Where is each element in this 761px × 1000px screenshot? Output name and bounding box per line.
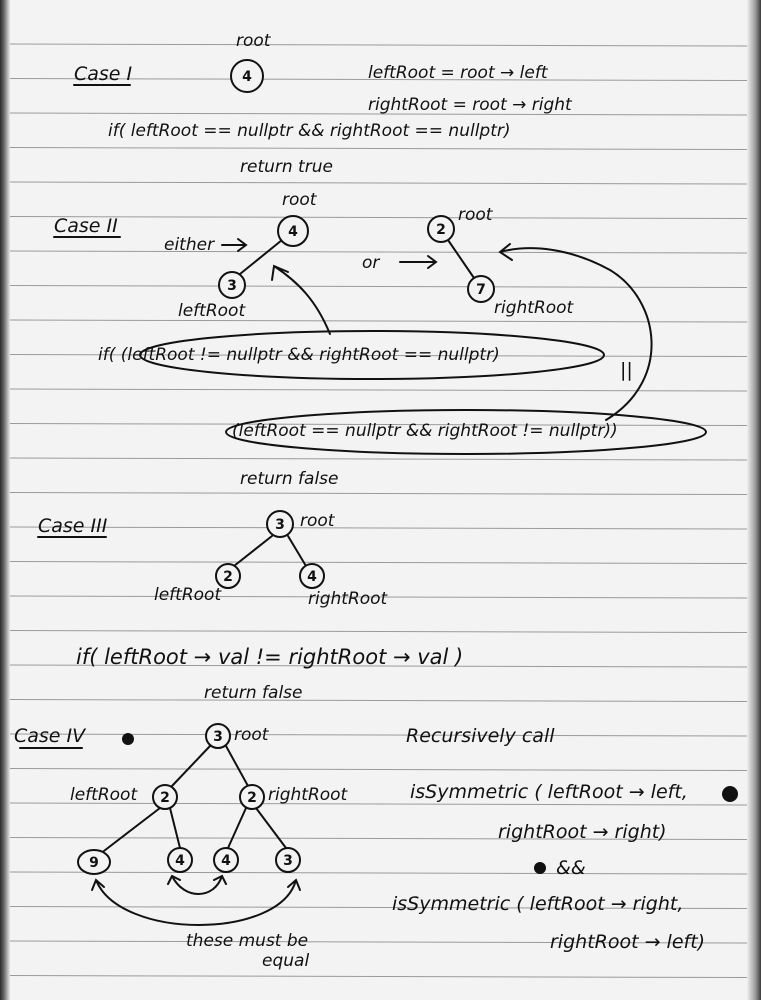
call-2-line-b: rightRoot → left) (550, 931, 706, 953)
case-2-node-a-root-value: 4 (288, 224, 298, 240)
case-4-node-left-value: 2 (160, 790, 170, 806)
case-1-def-left: leftRoot = root → left (368, 63, 548, 83)
case-1-node-value: 4 (242, 69, 252, 85)
case-2-label: Case II (54, 215, 118, 237)
case-4-label: Case IV (14, 725, 86, 747)
case-2-node-a-child-value: 3 (227, 278, 237, 294)
inner-leaves-arrow (168, 876, 226, 894)
case-3-node-left-value: 2 (223, 569, 233, 585)
case-4-leaf-2-value: 4 (175, 853, 185, 869)
case-4-left-label: leftRoot (70, 785, 138, 805)
case-2-or: or (362, 253, 380, 273)
case-4-note-a: these must be (186, 931, 309, 951)
case-2-node-b-root-value: 2 (436, 222, 446, 238)
case-3-left-label: leftRoot (154, 585, 222, 605)
case-1-root-label: root (236, 31, 271, 51)
and-operator: && (556, 857, 586, 879)
case-3-node-root-value: 3 (275, 517, 285, 533)
case-2-right-label: rightRoot (494, 298, 574, 318)
case-2-condition-b: (leftRoot == nullptr && rightRoot != nullptr)) (232, 421, 618, 441)
case-2-condition-a: if( (leftRoot != nullptr && rightRoot == nullptr) (98, 345, 500, 365)
case-4-leaf-3-value: 4 (221, 853, 231, 869)
case-4-right-label: rightRoot (268, 785, 348, 805)
case-4-leaf-1-value: 9 (89, 855, 99, 871)
case-3-label: Case III (38, 515, 108, 537)
outer-leaves-arrow (92, 880, 300, 925)
either-arrow (222, 239, 246, 251)
case-1-def-right: rightRoot = root → right (368, 95, 572, 115)
case-3-return: return false (204, 683, 303, 703)
case-2-either: either (164, 235, 215, 255)
case-3-node-right-value: 4 (307, 569, 317, 585)
case-4-leaf-4-value: 3 (283, 853, 293, 869)
case-4-node-right-value: 2 (247, 790, 257, 806)
case-3-right-label: rightRoot (308, 589, 388, 609)
arrow-to-right-tree (500, 244, 652, 420)
call-1-line-b: rightRoot → right) (498, 821, 667, 843)
case-1-return: return true (240, 157, 333, 177)
case-2-node-b-child-value: 7 (476, 282, 486, 298)
case-1-condition: if( leftRoot == nullptr && rightRoot == nullptr) (108, 121, 511, 141)
case-3-condition: if( leftRoot → val != rightRoot → val ) (76, 645, 464, 669)
case-2-return: return false (240, 469, 339, 489)
case-1-label: Case I (74, 63, 133, 85)
scribble-blot (722, 786, 738, 802)
case-2-root-label-a: root (282, 190, 317, 210)
case-3-root-label: root (300, 511, 335, 531)
arrow-to-left-tree (272, 266, 330, 334)
or-arrow (400, 256, 436, 268)
ink-blot (122, 733, 134, 745)
call-2-line-a: isSymmetric ( leftRoot → right, (392, 893, 684, 915)
case-3 (38, 511, 463, 703)
case-4 (14, 724, 738, 971)
case-2-root-label-b: root (458, 205, 493, 225)
case-2-or-operator: || (620, 359, 633, 381)
scribble-blot-2 (534, 862, 546, 874)
call-1-line-a: isSymmetric ( leftRoot → left, (410, 781, 688, 803)
case-2-left-label: leftRoot (178, 301, 246, 321)
case-4-root-label: root (234, 725, 269, 745)
case-4-node-root-value: 3 (213, 729, 223, 745)
recurse-title: Recursively call (406, 725, 555, 747)
case-4-note-b: equal (262, 951, 310, 971)
case-1 (74, 31, 573, 177)
case-2 (54, 190, 706, 489)
